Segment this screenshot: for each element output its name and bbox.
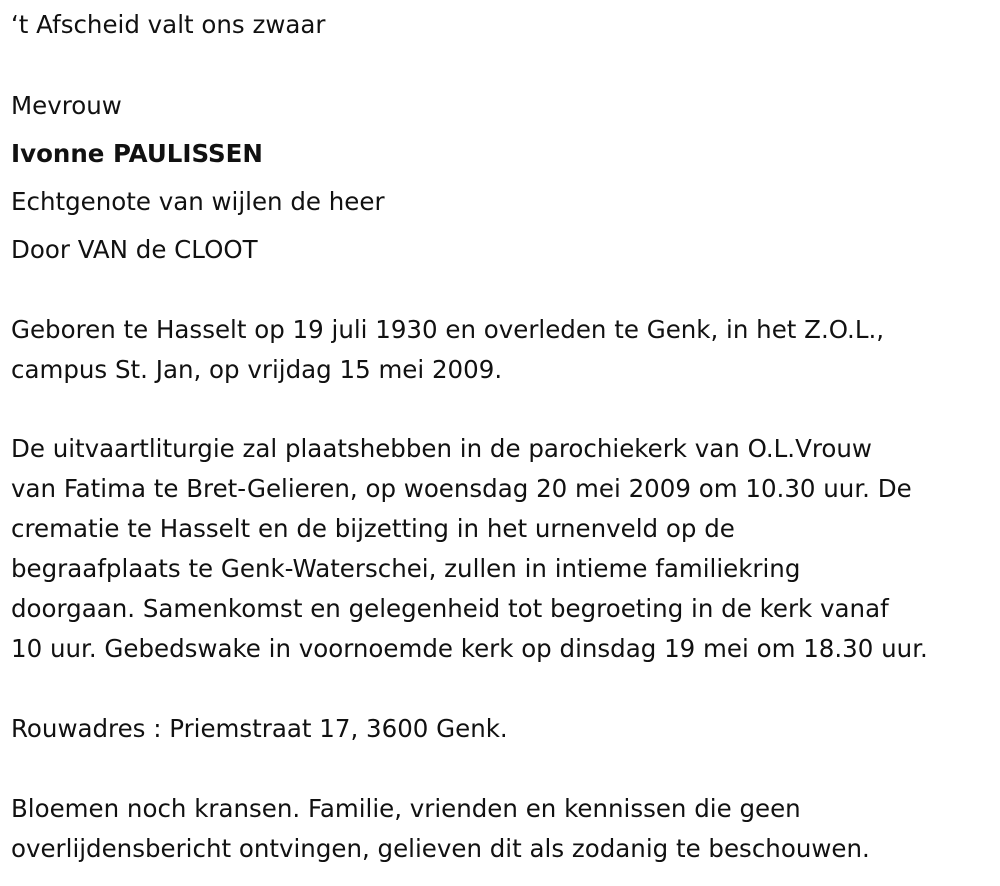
paragraph-line: De uitvaartliturgie zal plaatshebben in de parochiekerk van O.L.Vrouw: [11, 434, 872, 463]
deceased-name: Ivonne PAULISSEN: [11, 139, 263, 168]
birth-death-paragraph: [11, 310, 884, 390]
salutation: Mevrouw: [11, 91, 122, 120]
relation: Echtgenote van wijlen de heer: [11, 187, 385, 216]
paragraph-line: van Fatima te Bret-Gelieren, op woensdag 20 mei 2009 om 10.30 uur. De: [11, 474, 912, 503]
flowers-paragraph: [11, 789, 870, 869]
paragraph-line: Bloemen noch kransen. Familie, vrienden en kennissen die geen: [11, 794, 801, 823]
paragraph-line: crematie te Hasselt en de bijzetting in het urnenveld op de: [11, 514, 735, 543]
funeral-paragraph: [11, 429, 928, 669]
paragraph-line: overlijdensbericht ontvingen, gelieven dit als zodanig te beschouwen.: [11, 834, 870, 863]
spouse-name: Door VAN de CLOOT: [11, 235, 258, 264]
paragraph-line: Geboren te Hasselt op 19 juli 1930 en overleden te Genk, in het Z.O.L.,: [11, 315, 885, 344]
paragraph-line: begraafplaats te Genk-Waterschei, zullen in intieme familiekring: [11, 554, 801, 583]
paragraph-line: campus St. Jan, op vrijdag 15 mei 2009.: [11, 355, 503, 384]
paragraph-line: doorgaan. Samenkomst en gelegenheid tot begroeting in de kerk vanaf: [11, 594, 889, 623]
paragraph-line: 10 uur. Gebedswake in voornoemde kerk op dinsdag 19 mei om 18.30 uur.: [11, 634, 928, 663]
heading: ‘t Afscheid valt ons zwaar: [11, 10, 326, 39]
mourning-address: Rouwadres : Priemstraat 17, 3600 Genk.: [11, 714, 508, 743]
